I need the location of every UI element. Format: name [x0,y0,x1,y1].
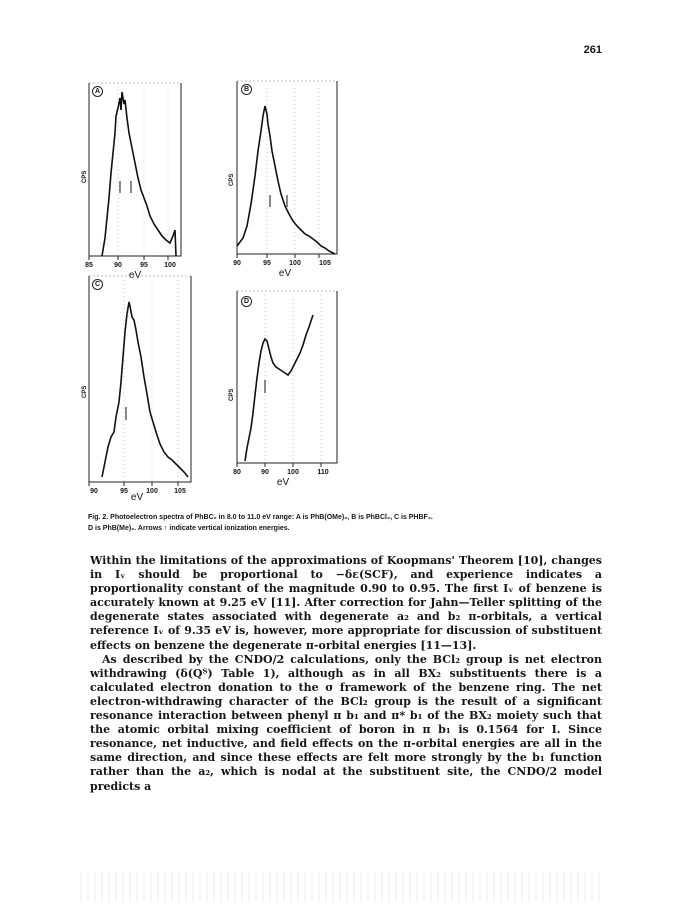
spectrum-d-curve [245,315,313,461]
spectrum-panel-a [80,78,210,283]
x-tick-c-2: 95 [120,488,128,495]
spectrum-panel-c [80,272,210,502]
x-tick-b-3: 100 [289,260,301,267]
spectrum-c-curve [102,302,188,477]
figure-caption-line-2: D is PhB(Me)₂. Arrows ↑ indicate vertical ionization energies. [88,525,290,532]
body-text [90,554,602,794]
spectrum-panel-d [225,283,355,498]
x-tick-d-3: 100 [287,469,299,476]
y-axis-label-d: CPS [229,388,235,401]
x-tick-d-4: 110 [317,469,329,476]
spectrum-d-plot [225,283,355,498]
spectrum-c-plot [80,272,210,502]
x-axis-label-d: eV [276,477,290,488]
panel-label-b: B [241,84,252,95]
spectrum-b-curve [237,106,335,254]
x-tick-d-2: 90 [261,469,269,476]
panel-label-a: A [92,86,103,97]
x-tick-d-1: 80 [233,469,241,476]
spectrum-panel-b [225,76,355,281]
x-tick-a-3: 95 [140,262,148,269]
x-axis-label-a: eV [128,270,142,281]
page-number: 261 [583,44,602,56]
x-tick-b-2: 95 [263,260,271,267]
spectrum-a-plot [80,78,210,283]
y-axis-label-b: CPS [229,173,235,186]
x-tick-c-4: 105 [174,488,186,495]
scan-noise [80,872,600,902]
x-tick-a-1: 85 [85,262,93,269]
y-axis-label-c: CPS [82,385,88,398]
paragraph-1: Within the limitations of the approximations of Koopmans' Theorem [10], changes in Iᵥ should be proportional to −δε(SCF), and experience indicates a proportionality constant of the magnitude 0.90 to 0.95. The first Iᵥ of benzene is accurately known at 9.25 eV [11]. After correction for Jahn—Teller splitting of the degenerate states associated with degenerate a₂ and b₂ π-orbitals, a vertical reference Iᵥ of 9.35 eV is, however, more appropriate for discussion of substituent effects on benzene the degenerate π-orbital energies [11—13]. [90,554,602,652]
x-tick-a-2: 90 [114,262,122,269]
x-tick-b-1: 90 [233,260,241,267]
spectrum-b-plot [225,76,355,281]
paragraph-2: As described by the CNDO/2 calculations, only the BCl₂ group is net electron withdrawing (δ(Qᵀ) Table 1), although as in all BX₂ substituents there is a calculated electron donation to the σ framework of the benzene ring. The net electron-withdrawing character of the BCl₂ group is the result of a significant resonance interaction between phenyl π b₁ and π* b₁ of the BX₂ moiety such that the atomic orbital mixing coefficient of boron in π b₁ is 0.1564 for I. Since resonance, net inductive, and field effects on the π-orbital energies are all in the same direction, and since these effects are felt more strongly by the b₁ function rather than the a₂, which is nodal at the substituent site, the CNDO/2 model predicts a [90,652,602,793]
panel-label-d: D [241,296,252,307]
spectrum-a-curve [102,92,176,256]
x-tick-c-1: 90 [90,488,98,495]
figure-caption-line-1: Fig. 2. Photoelectron spectra of PhBC₂ in 8.0 to 11.0 eV range: A is PhB(OMe)₂, B is PhBCl₂, C is PHBF₂. [88,514,433,521]
x-axis-label-c: eV [130,492,144,503]
x-tick-b-4: 105 [319,260,331,267]
x-tick-a-4: 100 [164,262,176,269]
x-tick-c-3: 100 [146,488,158,495]
panel-label-c: C [92,279,103,290]
y-axis-label-a: CPS [82,170,88,183]
x-axis-label-b: eV [278,268,292,279]
figure-caption [88,512,600,534]
